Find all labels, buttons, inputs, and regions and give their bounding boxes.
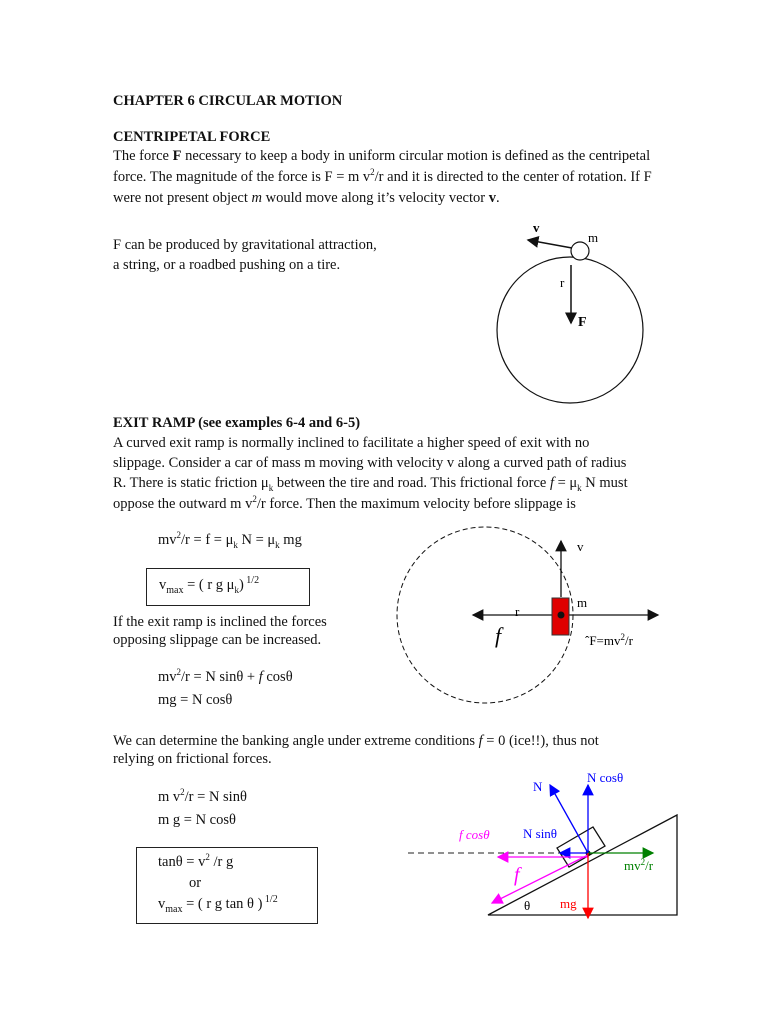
para-text: /r and it is directed to the center of rotation. If F were not present object [113,169,652,206]
para-text: The force [113,148,173,164]
para-italic-m: m [251,190,262,206]
eq-italic-f: f [258,669,263,685]
eq-part: mv [158,669,177,685]
text: R. There is static friction μ [113,475,269,491]
banking-box [136,847,318,924]
equation-banking-2: m g = N cosθ [158,812,236,828]
italic-f: f [478,733,483,749]
tan-equation [158,852,233,873]
label-m-2: m [577,595,588,610]
italic-f: f [549,475,554,491]
eq-part: /r = f = μ [181,532,234,548]
vmax-equation [159,575,259,596]
car-center-dot [558,612,565,619]
mass-circle [571,242,589,260]
exit-ramp-line-3 [113,473,628,494]
vmax-box-1 [146,568,310,606]
para-bold-F: F [172,148,182,164]
exit-ramp-line-4 [113,494,576,515]
text: = 0 (ice!!), thus not [482,733,599,749]
exit-ramp-line-2: slippage. Consider a car of mass m moving with velocity v along a curved path of radius [113,455,627,471]
or-text: or [189,875,202,891]
eq-part: = ( r g tan θ ) [182,896,263,912]
exit-ramp-figure [395,525,675,710]
centripetal-line-3: a string, or a roadbed pushing on a tire. [113,257,341,273]
equation-banking-1 [158,787,247,808]
centripetal-line-2: F can be produced by gravitational attraction, [113,237,377,253]
incline-line-1: If the exit ramp is inclined the forces [113,614,327,630]
label-N: N [533,779,543,794]
label-theta: θ [524,898,531,913]
eq-sup: 1/2 [262,894,278,906]
centripetal-heading: CENTRIPETAL FORCE [113,129,271,145]
para-sup: 2 [370,167,375,178]
text: = μ [553,475,578,491]
label-F: F [578,315,587,330]
sub: k [268,482,274,493]
label-v: v [533,220,540,235]
eq-sup: 2 [176,667,182,678]
label-N-cos: N cosθ [587,770,624,785]
text: We can determine the banking angle under extreme conditions [113,733,479,749]
circular-motion-figure [490,215,660,415]
label-f-cos: f cosθ [459,827,490,842]
label-r: r [560,275,565,290]
eq-sub: k [233,539,238,550]
eq-sub: k [234,584,239,595]
eq-part: mg [279,532,302,548]
eq-part: mv [158,532,177,548]
eq-sub: k [275,539,280,550]
eq-part: /r = N sinθ + [181,669,259,685]
eq-sub: max [166,584,184,596]
eq-part: cosθ [262,669,293,685]
label-r-2: r [515,604,520,619]
label-f-2: f [495,623,502,648]
banked-ramp-figure [400,765,690,925]
eq-part: ) [238,577,244,593]
text: /r force. Then the maximum velocity before slippage is [256,496,576,512]
exit-ramp-line-1: A curved exit ramp is normally inclined to facilitate a higher speed of exit with no [113,435,590,451]
eq-part: m v [158,789,181,805]
eq-part: = ( r g μ [183,577,235,593]
equation-incline-1 [158,667,293,688]
para-text: necessary to keep a body in uniform circular motion is defined as the centripetal force. The magnitude of the force is F = m v [113,148,651,185]
eq-sup: 2 [176,530,182,541]
eq-part: /r = N sinθ [184,789,247,805]
eq-part: N = μ [237,532,276,548]
label-f-incline: f [514,864,520,886]
para-text: would move along it’s velocity vector [262,190,489,206]
label-m: m [588,230,599,245]
label-v-2: v [577,539,584,554]
chapter-title: CHAPTER 6 CIRCULAR MOTION [113,93,343,109]
eq-part: v [158,896,166,912]
label-mv2r: $mv^2/r$ [624,857,654,873]
eq-sup: 1/2 [243,575,260,587]
equation-friction [158,530,302,551]
centripetal-paragraph [113,146,653,209]
text: between the tire and road. This frictional force [273,475,550,491]
label-N-sin: N sinθ [523,826,558,841]
text: N must [581,475,628,491]
eq-part: tanθ = v [158,854,206,870]
para-bold-v: v [488,190,496,206]
banking-line-2: relying on frictional forces. [113,751,272,767]
text: oppose the outward m v [113,496,253,512]
sup: 2 [252,494,257,505]
orbit-circle [497,257,643,403]
eq-sup: 2 [180,787,185,798]
equation-incline-2: mg = N cosθ [158,692,233,708]
eq-sub: max [165,903,183,915]
eq-sup: 2 [205,852,210,863]
eq-part: v [159,577,167,593]
label-mg: mg [560,896,577,911]
exit-ramp-heading: EXIT RAMP (see examples 6-4 and 6-5) [113,415,361,431]
car-block-incline [557,827,605,867]
incline-line-2: opposing slippage can be increased. [113,632,322,648]
label-F-mv2r: $ˆF=mv^2/r$ [585,632,633,648]
vmax-equation-2 [158,894,278,915]
sub: k [577,482,582,493]
para-text: . [495,190,500,206]
velocity-arrow [528,240,572,248]
eq-part: /r g [209,854,234,870]
